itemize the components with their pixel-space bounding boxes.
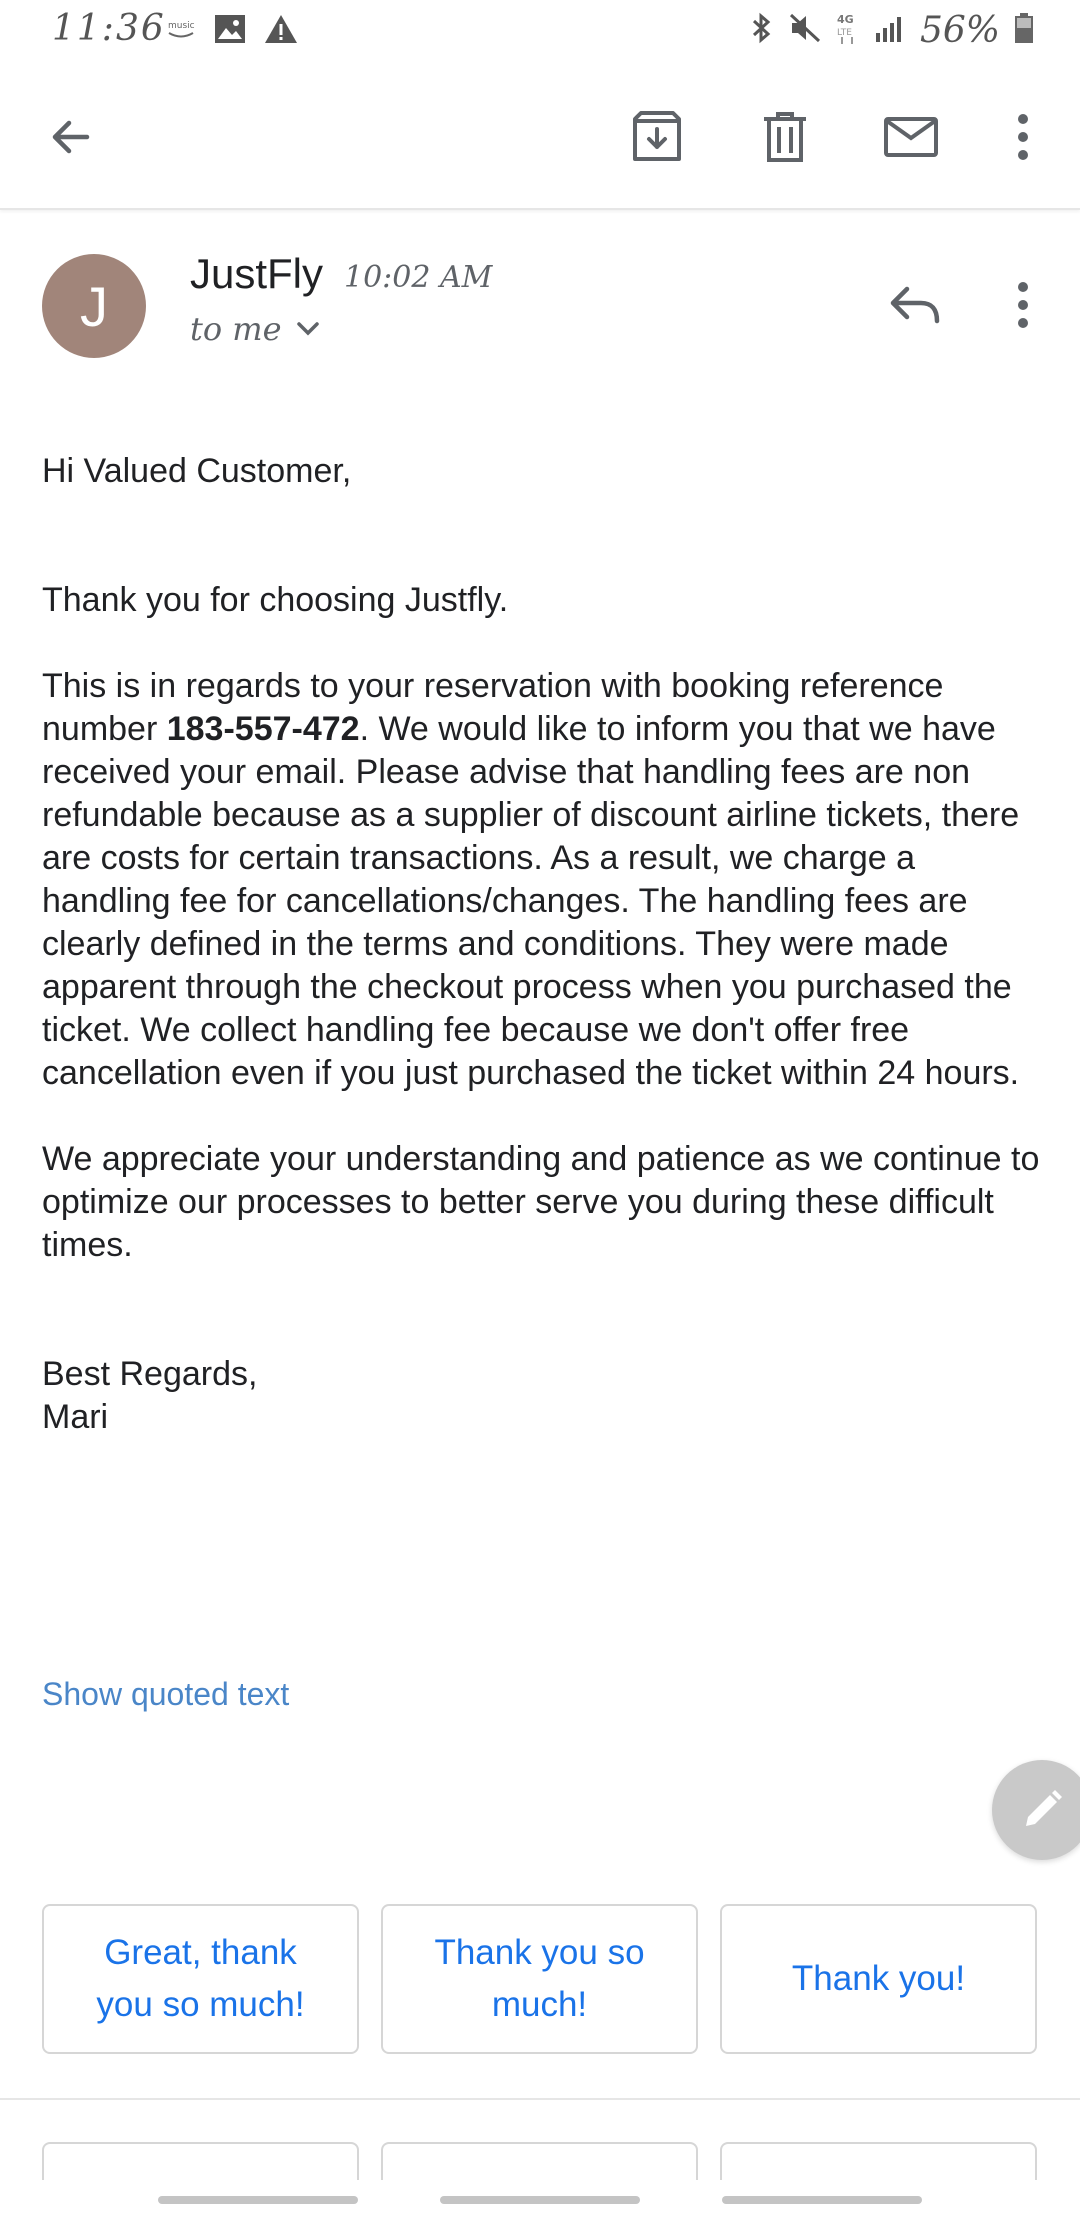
smart-replies [42,1904,1038,2054]
delete-button[interactable] [750,102,820,172]
smart-reply-chip[interactable]: Thank you so much! [381,1904,698,2054]
message-more-button[interactable] [988,270,1058,340]
paragraph-1-start: This is in regards to your reservation with booking reference number [42,667,944,748]
divider [0,2098,1080,2100]
bluetooth-icon [750,12,774,49]
svg-text:LTE: LTE [836,28,852,38]
body-paragraph-1 [42,665,1042,1095]
compose-button[interactable] [992,1760,1080,1860]
sender-avatar[interactable]: J [42,254,146,358]
warning-icon [264,14,298,49]
reply-button[interactable] [880,270,950,340]
image-icon [214,14,246,49]
sender-name: JustFly [190,250,324,297]
archive-button[interactable] [622,102,692,172]
battery-icon [1014,12,1034,49]
body-paragraph-2: We appreciate your understanding and patience as we continue to optimize our processes to better serve you during these difficult times. [42,1140,1040,1264]
navigation-bar [0,2180,1080,2220]
reply-icon [889,285,941,325]
nav-handle[interactable] [440,2196,640,2204]
signal-icon [874,13,906,48]
paragraph-1-end: . We would like to inform you that we have received your email. Please advise that handling fees are non refundable because as a supplier of discount airline tickets, there are costs for certain transactions. As a result, we charge a handling fee for cancellations/changes. The handling fees are clearly defined in the terms and conditions. They were made apparent through the checkout process when you purchased the ticket. We collect handling fee because we don't offer free cancellation even if you just purchased the ticket within 24 hours. [42,710,1020,1092]
amazon-music-icon [166,16,196,47]
status-notification-icons [166,14,298,49]
smart-reply-chip[interactable]: Thank you! [720,1904,1037,2054]
back-arrow-icon [47,113,95,161]
mute-icon [788,12,822,49]
mark-unread-icon [883,116,939,158]
thanks-line: Thank you for choosing Justfly. [42,581,509,619]
message-time: 10:02 AM [344,260,493,295]
4g-lte-icon [836,11,860,50]
app-bar [0,64,1080,210]
battery-percentage: 56% [919,10,1000,51]
signature: Mari [42,1398,109,1436]
greeting: Hi Valued Customer, [42,452,352,490]
status-bar [0,0,1080,64]
closing: Best Regards, [42,1355,258,1393]
more-vert-icon [1016,281,1030,329]
nav-handle[interactable] [158,2196,358,2204]
delete-icon [762,111,808,163]
email-body [42,450,1042,1439]
more-vert-icon [1016,113,1030,161]
nav-handle[interactable] [722,2196,922,2204]
status-system-icons [750,10,1034,51]
pencil-icon [1020,1788,1064,1832]
show-quoted-text-link[interactable]: Show quoted text [42,1676,290,1712]
mark-unread-button[interactable] [876,102,946,172]
booking-reference: 183-557-472 [166,710,360,748]
more-options-button[interactable] [988,102,1058,172]
chevron-down-icon [296,321,320,337]
smart-reply-chip[interactable]: Great, thank you so much! [42,1904,359,2054]
message-header [0,230,1080,380]
archive-icon [630,111,684,163]
status-time: 11:36 [52,8,166,49]
svg-text:4G: 4G [836,13,854,26]
recipient-details-toggle[interactable] [190,310,320,348]
recipient-label: to me [190,310,282,348]
svg-text:music: music [168,21,195,31]
back-button[interactable] [36,102,106,172]
